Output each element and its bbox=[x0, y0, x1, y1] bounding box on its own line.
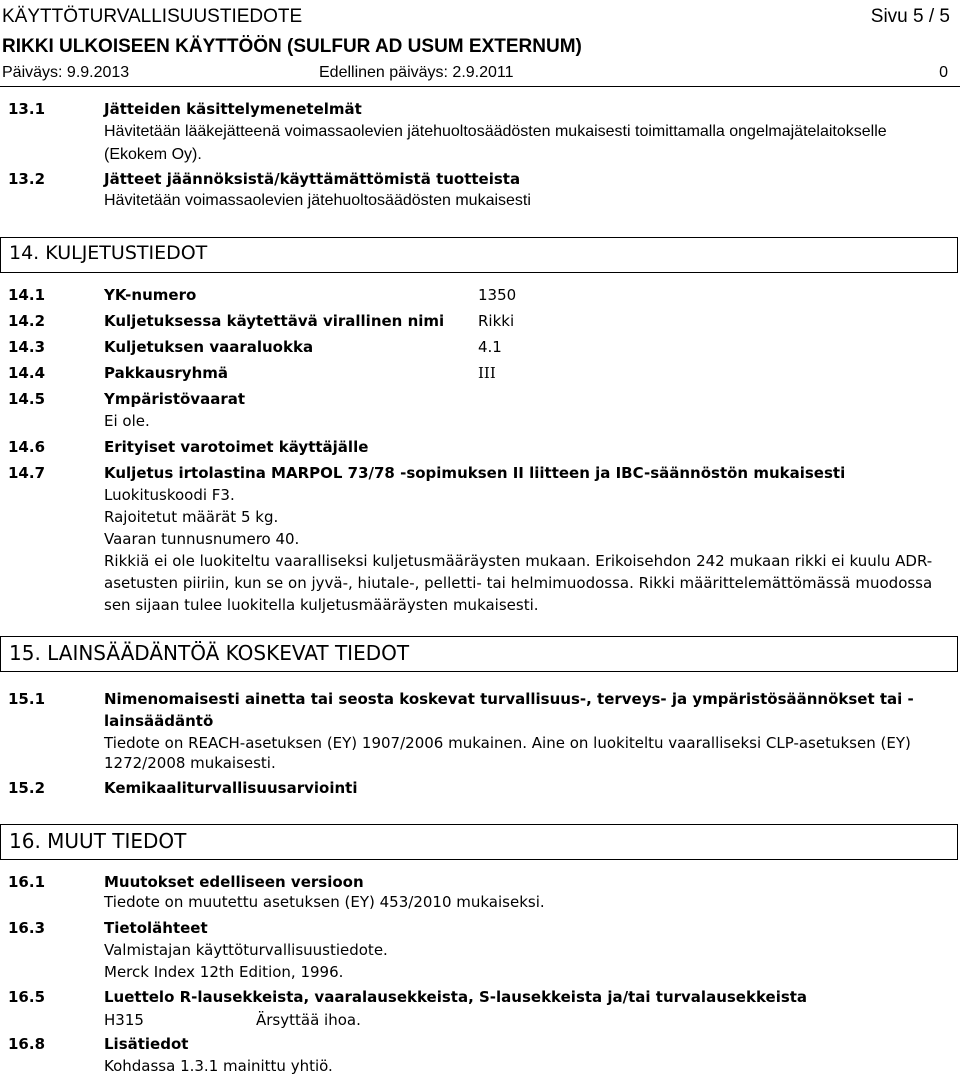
hazard-phrase-code: H315 bbox=[104, 1011, 144, 1029]
env-hazard-value: Ei ole. bbox=[104, 412, 150, 430]
un-number-label-num: 14.1 bbox=[8, 286, 46, 304]
shipping-name-value: Rikki bbox=[478, 312, 515, 330]
section-15-heading: 15. LAINSÄÄDÄNTÖÄ KOSKEVAT TIEDOT bbox=[9, 641, 410, 665]
shipping-name-label: Kuljetuksessa käytettävä virallinen nimi bbox=[104, 312, 445, 330]
section-13-1-line: (Ekokem Oy). bbox=[104, 146, 202, 163]
marpol-num: 14.7 bbox=[8, 464, 46, 482]
hazard-class-num: 14.3 bbox=[8, 338, 46, 356]
marpol-line: Rajoitetut määrät 5 kg. bbox=[104, 508, 279, 526]
env-hazard-label: Ympäristövaarat bbox=[104, 390, 246, 408]
header-divider bbox=[0, 86, 960, 87]
packing-group-label: Pakkausryhmä bbox=[104, 364, 228, 382]
section-15-1-number: 15.1 bbox=[8, 690, 46, 708]
section-16-3-number: 16.3 bbox=[8, 919, 46, 937]
packing-group-value: III bbox=[478, 364, 496, 382]
section-15-2-number: 15.2 bbox=[8, 779, 46, 797]
section-15-2-title: Kemikaaliturvallisuusarviointi bbox=[104, 779, 358, 797]
marpol-line: Luokituskoodi F3. bbox=[104, 486, 235, 504]
section-16-3-line: Valmistajan käyttöturvallisuustiedote. bbox=[104, 941, 388, 959]
precautions-num: 14.6 bbox=[8, 438, 46, 456]
section-15-1-line: Tiedote on REACH-asetuksen (EY) 1907/2006 mukainen. Aine on luokiteltu vaaralliseksi CLP-asetuksen (EY) bbox=[104, 734, 911, 752]
section-13-1-number: 13.1 bbox=[8, 100, 46, 118]
section-14-heading: 14. KULJETUSTIEDOT bbox=[9, 242, 208, 264]
section-16-heading-box bbox=[0, 824, 958, 860]
page-number: Sivu 5 / 5 bbox=[870, 6, 950, 27]
marpol-line: Rikkiä ei ole luokiteltu vaaralliseksi kuljetusmääräysten mukaan. Erikoisehdon 242 mukaan rikki ei kuulu ADR- bbox=[104, 552, 933, 570]
revision-number: 0 bbox=[939, 64, 948, 81]
section-14-heading-box bbox=[0, 237, 958, 273]
section-16-5-number: 16.5 bbox=[8, 988, 46, 1006]
marpol-line: Vaaran tunnusnumero 40. bbox=[104, 530, 300, 548]
document-type: KÄYTTÖTURVALLISUUSTIEDOTE bbox=[2, 6, 303, 27]
section-13-2-number: 13.2 bbox=[8, 170, 46, 188]
marpol-line: sen sijaan tulee luokitella kuljetusmääräysten mukaisesti. bbox=[104, 596, 539, 614]
section-13-2-line: Hävitetään voimassaolevien jätehuoltosäädösten mukaisesti bbox=[104, 192, 531, 209]
section-15-heading-box bbox=[0, 636, 958, 672]
shipping-name-num: 14.2 bbox=[8, 312, 46, 330]
previous-date: Edellinen päiväys: 2.9.2011 bbox=[319, 64, 514, 81]
hazard-phrase-text: Ärsyttää ihoa. bbox=[256, 1011, 361, 1029]
un-number-label: YK-numero bbox=[104, 286, 197, 304]
section-16-1-line: Tiedote on muutettu asetuksen (EY) 453/2010 mukaiseksi. bbox=[104, 893, 545, 911]
hazard-class-label: Kuljetuksen vaaraluokka bbox=[104, 338, 314, 356]
env-hazard-num: 14.5 bbox=[8, 390, 46, 408]
section-16-5-title: Luettelo R-lausekkeista, vaaralausekkeista, S-lausekkeista ja/tai turvalausekkeista bbox=[104, 988, 808, 1006]
section-16-heading: 16. MUUT TIEDOT bbox=[9, 829, 187, 853]
section-16-8-title: Lisätiedot bbox=[104, 1035, 189, 1053]
section-13-1-title: Jätteiden käsittelymenetelmät bbox=[104, 100, 362, 118]
section-16-8-line: Kohdassa 1.3.1 mainittu yhtiö. bbox=[104, 1057, 333, 1075]
section-16-1-title: Muutokset edelliseen versioon bbox=[104, 873, 364, 891]
issue-date: Päiväys: 9.9.2013 bbox=[2, 64, 130, 81]
packing-group-num: 14.4 bbox=[8, 364, 46, 382]
un-number-value: 1350 bbox=[478, 286, 517, 304]
section-15-1-title-cont: lainsäädäntö bbox=[104, 712, 214, 730]
hazard-class-value: 4.1 bbox=[478, 338, 502, 356]
section-16-3-title: Tietolähteet bbox=[104, 919, 208, 937]
section-13-2-title: Jätteet jäännöksistä/käyttämättömistä tuotteista bbox=[104, 170, 521, 188]
section-15-1-line: 1272/2008 mukaisesti. bbox=[104, 754, 276, 772]
marpol-line: asetusten piiriin, kun se on jyvä-, hiutale-, pelletti- tai helmimuodossa. Rikki määrittelemättömässä muodossa bbox=[104, 574, 933, 592]
section-15-1-title: Nimenomaisesti ainetta tai seosta koskevat turvallisuus-, terveys- ja ympäristösäännökset tai - bbox=[104, 690, 914, 708]
section-13-1-line: Hävitetään lääkejätteenä voimassaolevien jätehuoltosäädösten mukaisesti toimittamalla ongelmajätelaitokselle bbox=[104, 123, 887, 140]
product-name: RIKKI ULKOISEEN KÄYTTÖÖN (SULFUR AD USUM EXTERNUM) bbox=[2, 36, 582, 57]
section-16-8-number: 16.8 bbox=[8, 1035, 46, 1053]
precautions-label: Erityiset varotoimet käyttäjälle bbox=[104, 438, 369, 456]
marpol-label: Kuljetus irtolastina MARPOL 73/78 -sopimuksen II liitteen ja IBC-säännöstön mukaisesti bbox=[104, 464, 846, 482]
section-16-3-line: Merck Index 12th Edition, 1996. bbox=[104, 963, 344, 981]
section-16-1-number: 16.1 bbox=[8, 873, 46, 891]
